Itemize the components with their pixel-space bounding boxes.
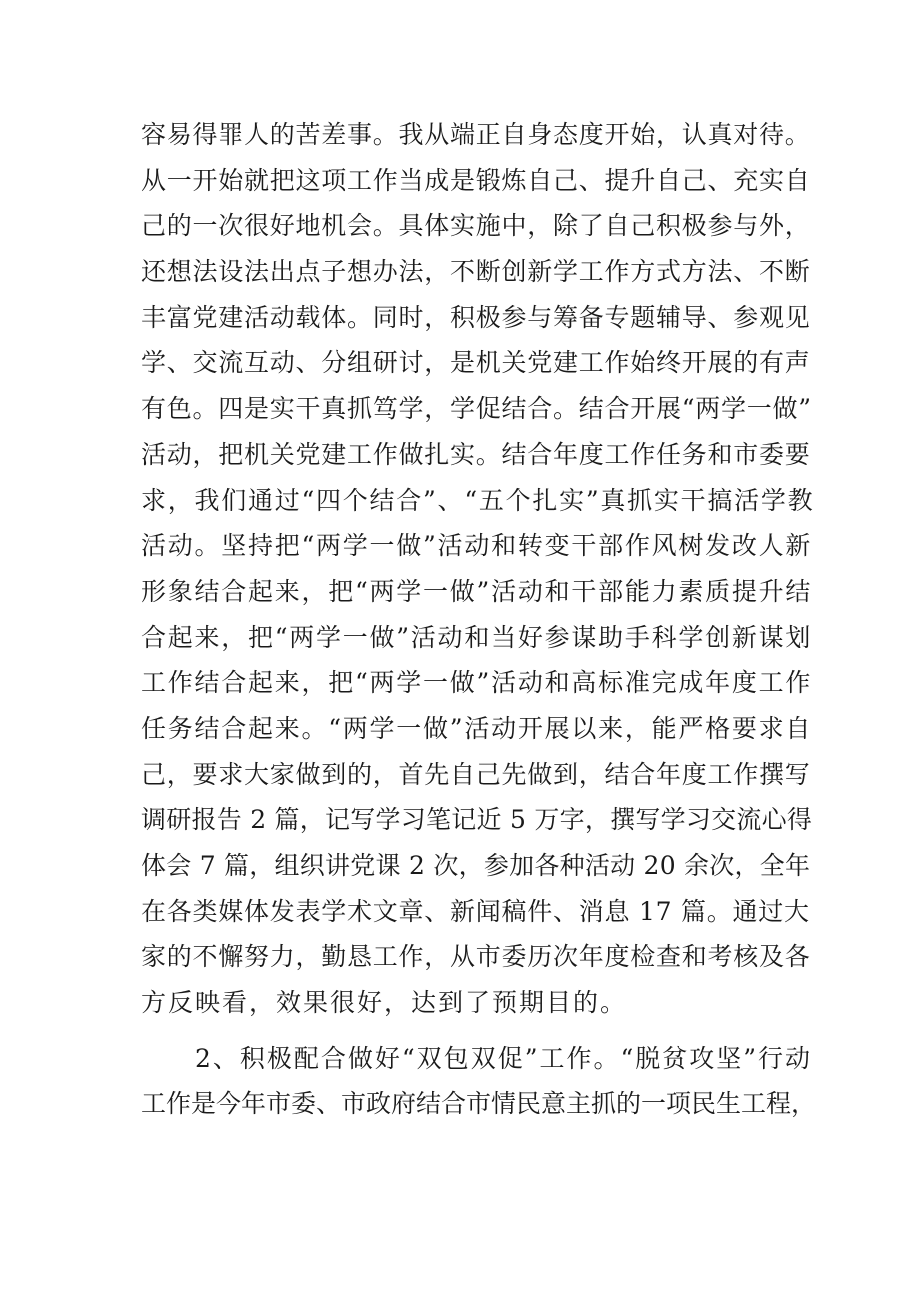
text-line: 丰富党建活动载体。同时，积极参与筹备专题辅导、参观见 [141,302,811,332]
text-line: 学、交流互动、分组研讨，是机关党建工作始终开展的有声 [141,348,811,378]
text-line: 活动，把机关党建工作做扎实。结合年度工作任务和市委要 [141,439,811,469]
text-line: 求，我们通过“四个结合”、“五个扎实”真抓实干搞活学教 [141,485,815,515]
text-line: 合起来，把“两学一做”活动和当好参谋助手科学创新谋划 [141,622,813,652]
text-line: 形象结合起来，把“两学一做”活动和干部能力素质提升结 [141,576,813,606]
text-line: 还想法设法出点子想办法，不断创新学工作方式方法、不断 [141,257,811,287]
text-line: 活动。坚持把“两学一做”活动和转变干部作风树发改人新 [141,531,813,561]
paragraph-heading-line: 2、积极配合做好“双包双促”工作。“脱贫攻坚”行动 [141,1043,813,1073]
text-line: 在各类媒体发表学术文章、新闻稿件、消息 17 篇。通过大 [141,896,810,926]
text-line: 有色。四是实干真抓笃学，学促结合。结合开展“两学一做” [141,394,812,424]
text-line: 任务结合起来。“两学一做”活动开展以来，能严格要求自 [141,713,813,743]
body-text [141,112,817,1127]
text-line: 体会 7 篇，组织讲党课 2 次，参加各种活动 20 余次，全年 [141,851,811,880]
text-line: 容易得罪人的苦差事。我从端正自身态度开始，认真对待。 [141,120,811,149]
text-line: 工作是今年市委、市政府结合市情民意主抓的一项民生工程， [141,1089,817,1119]
text-line: 己，要求大家做到的，首先自己先做到，结合年度工作撰写 [141,759,811,789]
text-line: 工作结合起来，把“两学一做”活动和高标准完成年度工作 [141,668,813,698]
text-line: 方反映看，效果很好，达到了预期目的。 [141,988,628,1018]
text-line: 己的一次很好地机会。具体实施中，除了自己积极参与外， [141,211,811,241]
text-line: 调研报告 2 篇，记写学习笔记近 5 万字，撰写学习交流心得 [141,805,813,835]
text-line: 从一开始就把这项工作当成是锻炼自己、提升自己、充实自 [141,165,811,195]
text-line: 家的不懈努力，勤恳工作，从市委历次年度检查和考核及各 [141,942,811,972]
